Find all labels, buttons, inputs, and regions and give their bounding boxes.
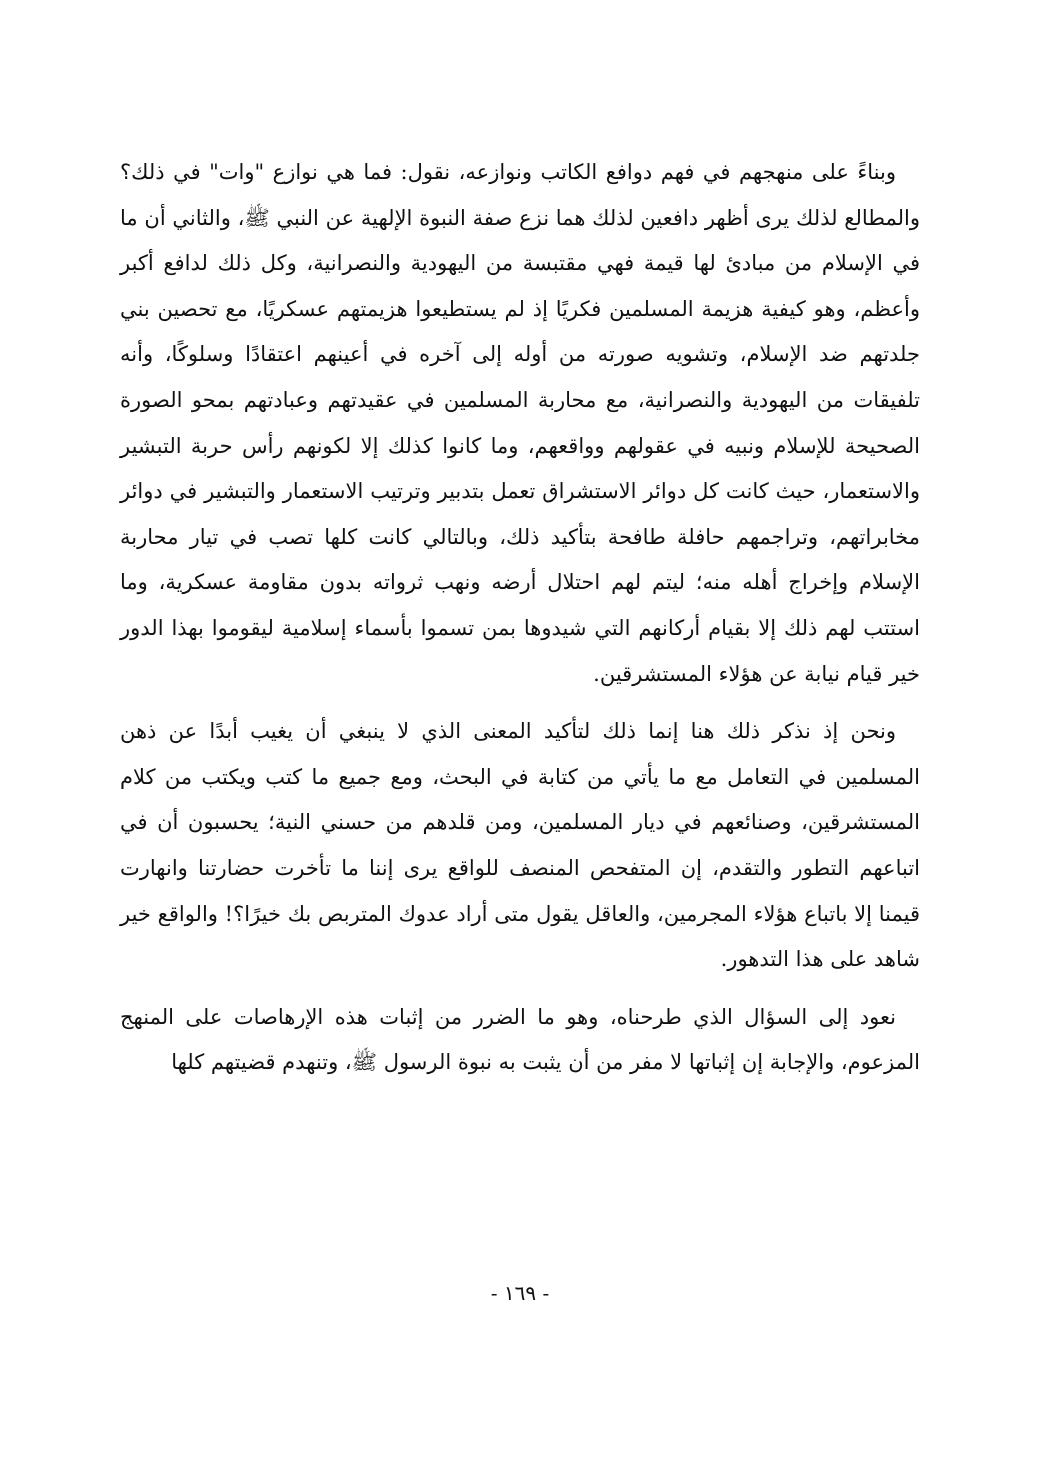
- paragraph-3: نعود إلى السؤال الذي طرحناه، وهو ما الضرر من إثبات هذه الإرهاصات على المنهج المزعوم، والإجابة إن إثباتها لا مفر من أن يثبت به نبوة الرسول ﷺ، وتنهدم قضيتهم كلها: [120, 1004, 920, 1075]
- body-text: [120, 150, 920, 1086]
- paragraph-1: وبناءً على منهجهم في فهم دوافع الكاتب ونوازعه، نقول: فما هي نوازع "وات" في ذلك؟ والمطالع لذلك يرى أظهر دافعين لذلك هما نزع صفة النبوة الإلهية عن النبي ﷺ، والثاني أن ما في الإسلام من مبادئ لها قيمة فهي مقتبسة من اليهودية والنصرانية، وكل ذلك لدافع أكبر وأعظم، وهو كيفية هزيمة المسلمين فكريًا إذ لم يستطيعوا هزيمتهم عسكريًا، مع تحصين بني جلدتهم ضد الإسلام، وتشويه صورته من أوله إلى آخره في أعينهم اعتقادًا وسلوكًا، وأنه تلفيقات من اليهودية والنصرانية، مع محاربة المسلمين في عقيدتهم وعبادتهم بمحو الصورة الصحيحة للإسلام ونبيه في عقولهم وواقعهم، وما كانوا كذلك إلا لكونهم رأس حربة التبشير والاستعمار، حيث كانت كل دوائر الاستشراق تعمل بتدبير وترتيب الاستعمار والتبشير في دوائر مخابراتهم، وتراجمهم حافلة طافحة بتأكيد ذلك، وبالتالي كانت كلها تصب في تيار محاربة الإسلام وإخراج أهله منه؛ ليتم لهم احتلال أرضه ونهب ثرواته بدون مقاومة عسكرية، وما استتب لهم ذلك إلا بقيام أركانهم التي شيدوها بمن تسموا بأسماء إسلامية ليقوموا بهذا الدور خير قيام نيابة عن هؤلاء المستشرقين.: [120, 160, 920, 686]
- paragraph-2: ونحن إذ نذكر ذلك هنا إنما ذلك لتأكيد المعنى الذي لا ينبغي أن يغيب أبدًا عن ذهن المسلمين في التعامل مع ما يأتي من كتابة في البحث، ومع جميع ما كتب ويكتب من كلام المستشرقين، وصنائعهم في ديار المسلمين، ومن قلدهم من حسني النية؛ يحسبون أن في اتباعهم التطور والتقدم، إن المتفحص المنصف للواقع يرى إننا ما تأخرت حضارتنا وانهارت قيمنا إلا باتباع هؤلاء المجرمين، والعاقل يقول متى أراد عدوك المتربص بك خيرًا؟! والواقع خير شاهد على هذا التدهور.: [120, 719, 920, 972]
- page-number: - ١٦٩ -: [490, 1281, 550, 1305]
